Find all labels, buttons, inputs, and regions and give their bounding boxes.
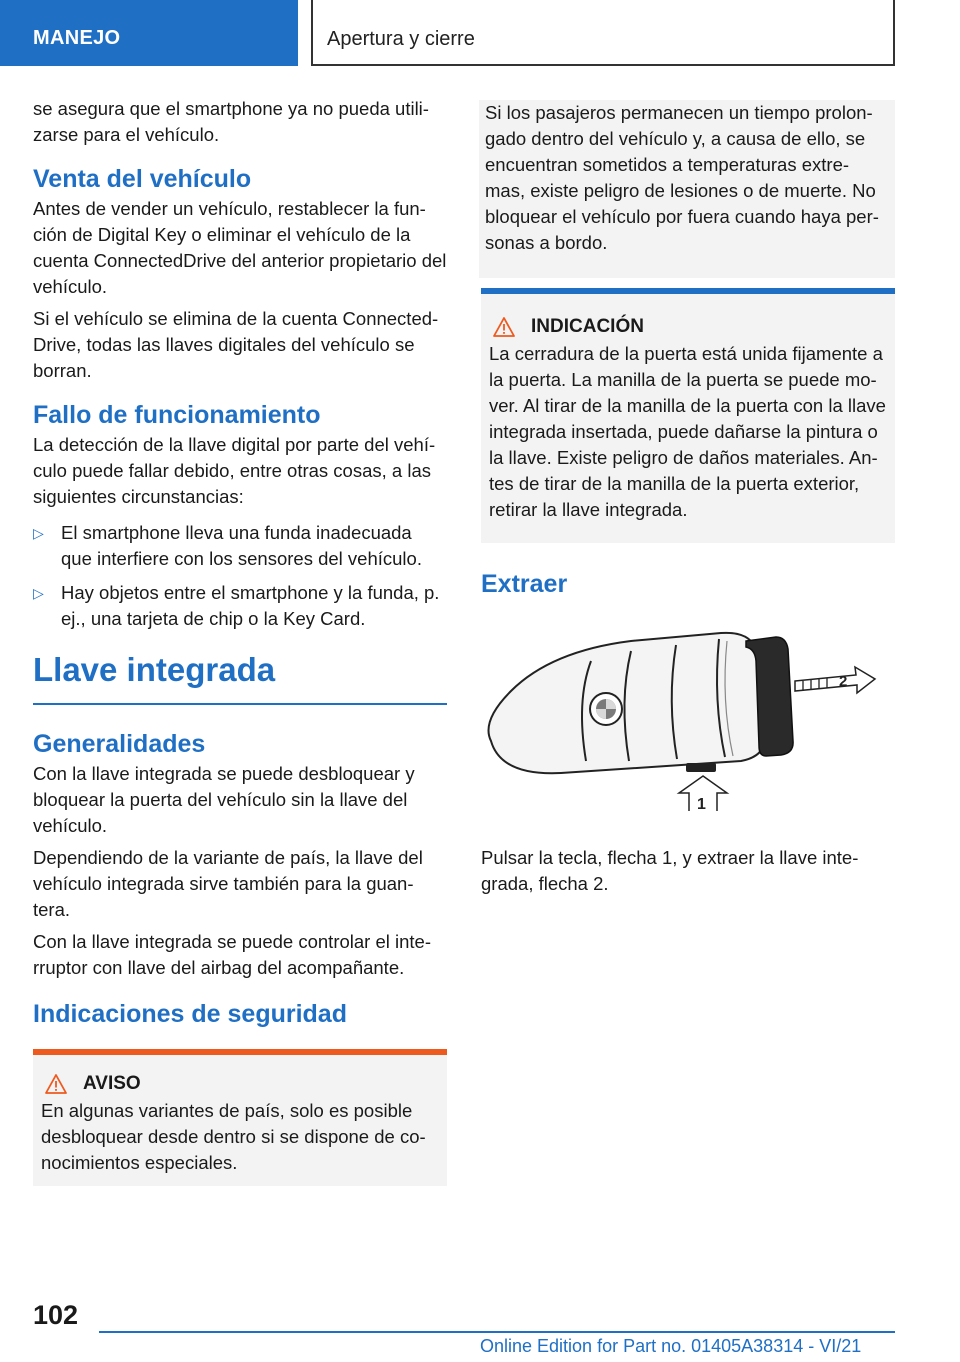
- aviso-content: [33, 1055, 447, 1186]
- heading-extraer: Extraer: [481, 570, 568, 598]
- page-number: 102: [33, 1300, 79, 1330]
- venta-paragraph-2: Si el vehículo se elimina de la cuenta Connected‐Drive, todas las llaves digitales del vehículo se borran.: [33, 308, 439, 381]
- aviso-box: [33, 1049, 447, 1186]
- key-figure: [481, 621, 895, 811]
- heading-fallo: Fallo de funcionamiento: [33, 401, 321, 429]
- generalidades-paragraph-3: Con la llave integrada se puede controlar el inte‐rruptor con llave del airbag del acompañante.: [33, 931, 431, 978]
- arrow-label-2: 2: [839, 673, 848, 690]
- aviso-title: AVISO: [83, 1073, 141, 1094]
- warning-continued-text: Si los pasajeros permanecen un tiempo prolon‐gado dentro del vehículo y, a causa de ello, se encuentran sometidos a temperaturas extre‐mas, existe peligro de lesiones o de muerte. No bloquear el vehículo por fuera cuando haya per‐sonas a bordo.: [485, 102, 879, 253]
- warning-triangle-icon: [45, 1074, 67, 1094]
- right-column: [481, 100, 895, 897]
- key-fob-illustration: [481, 621, 895, 811]
- intro-line-1: se asegura que el smartphone ya no pueda utili‐: [33, 98, 429, 119]
- list-item: ▷ El smartphone lleva una funda inadecuada que interfiere con los sensores del vehículo.: [33, 522, 422, 569]
- heading-venta: Venta del vehículo: [33, 165, 252, 193]
- intro-line-2: zarse para el vehículo.: [33, 124, 220, 145]
- warning-continued-box: [479, 100, 895, 278]
- arrow-label-1: 1: [697, 796, 706, 811]
- venta-paragraph-1: Antes de vender un vehículo, restablecer la fun‐ción de Digital Key o eliminar el vehículo de la cuenta ConnectedDrive del anterior propietario del vehículo.: [33, 198, 447, 297]
- heading-rule: [33, 703, 447, 705]
- edition-footer: Online Edition for Part no. 01405A38314 - VI/21: [480, 1336, 862, 1356]
- chapter-header: [311, 0, 895, 66]
- heading-llave-integrada: Llave integrada: [33, 651, 276, 688]
- aviso-text: En algunas variantes de país, solo es posible desbloquear desde dentro si se dispone de co‐nocimientos especiales.: [41, 1100, 426, 1173]
- indicacion-title: INDICACIÓN: [531, 316, 644, 337]
- intro-paragraph: [33, 96, 447, 148]
- chapter-title: Apertura y cierre: [327, 28, 475, 50]
- heading-seguridad: Indicaciones de seguridad: [33, 1000, 347, 1028]
- caution-triangle-icon: [493, 317, 515, 337]
- generalidades-paragraph-2: Dependiendo de la variante de país, la llave del vehículo integrada sirve también para la guan‐tera.: [33, 847, 423, 920]
- triangle-bullet-icon: ▷: [33, 525, 44, 541]
- fallo-paragraph: La detección de la llave digital por parte del vehí‐culo puede fallar debido, entre otras cosas, a las siguientes circunstancias:: [33, 434, 436, 507]
- list-item: ▷ Hay objetos entre el smartphone y la funda, p. ej., una tarjeta de chip o la Key Card.: [33, 582, 440, 629]
- fallo-list: [33, 520, 447, 632]
- left-column: [33, 96, 447, 1186]
- indicacion-content: [481, 294, 895, 543]
- extraer-text: Pulsar la tecla, flecha 1, y extraer la llave inte‐grada, flecha 2.: [481, 847, 859, 894]
- heading-generalidades: Generalidades: [33, 730, 206, 758]
- indicacion-header: [489, 316, 887, 338]
- section-title: MANEJO: [33, 27, 121, 49]
- section-tab: [0, 0, 298, 66]
- indicacion-box: [481, 288, 895, 543]
- footer-rule: [99, 1331, 895, 1333]
- indicacion-text: La cerradura de la puerta está unida fijamente a la puerta. La manilla de la puerta se puede mo‐ver. Al tirar de la manilla de la puerta con la llave integrada insertada, puede dañarse la pintura o la llave. Existe peligro de daños materiales. An‐tes de tirar de la manilla de la puerta exterior, retirar la llave integrada.: [489, 343, 886, 520]
- aviso-header: [41, 1073, 439, 1095]
- generalidades-paragraph-1: Con la llave integrada se puede desbloquear y bloquear la puerta del vehículo sin la llave del vehículo.: [33, 763, 415, 836]
- triangle-bullet-icon: ▷: [33, 585, 44, 601]
